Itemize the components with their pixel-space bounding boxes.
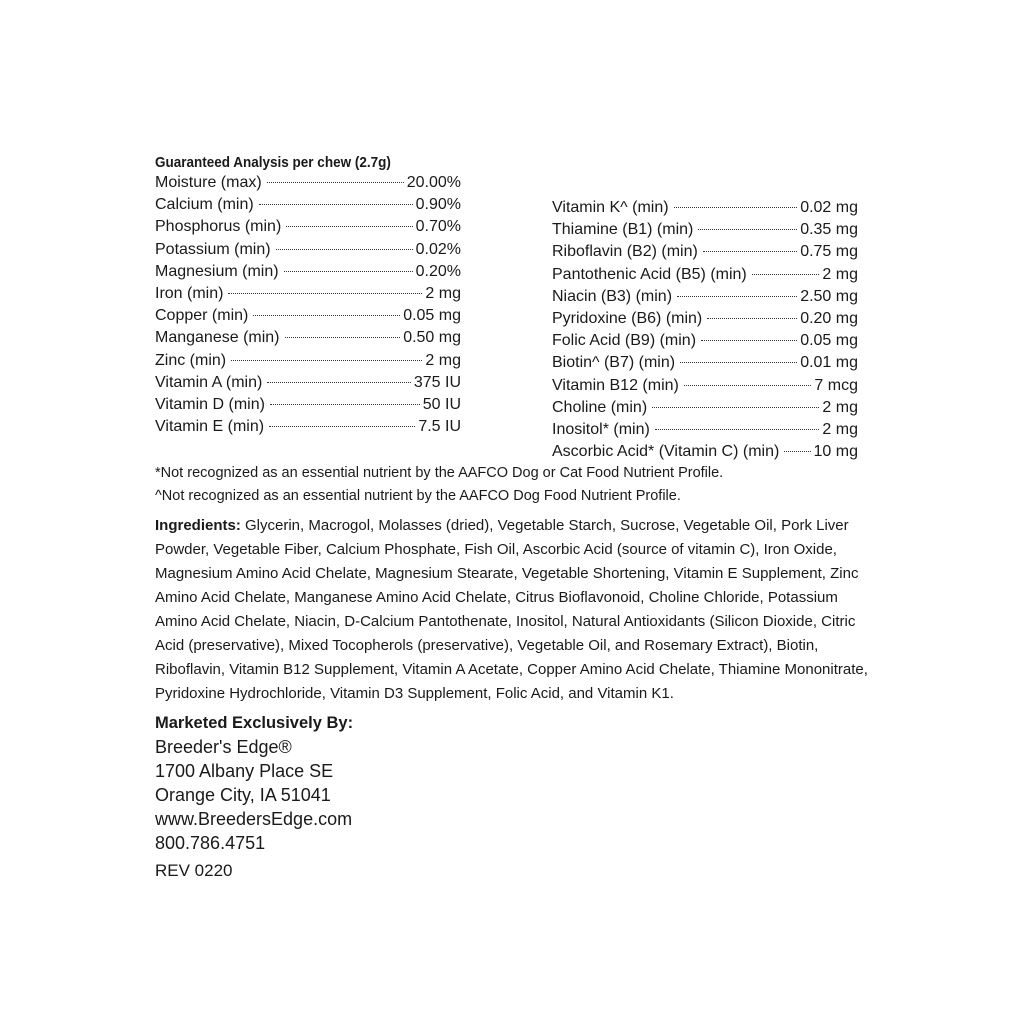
city-state-zip: Orange City, IA 51041 xyxy=(155,785,331,805)
footnote-caret: ^Not recognized as an essential nutrient by the AAFCO Dog Food Nutrient Profile. xyxy=(155,488,681,504)
nutrient-value: 0.50 mg xyxy=(403,329,461,347)
analysis-row xyxy=(552,308,858,330)
nutrient-name: Magnesium (min) xyxy=(155,262,279,280)
dot-leader xyxy=(703,251,797,252)
nutrient-name: Vitamin E (min) xyxy=(155,418,265,436)
dot-leader xyxy=(698,229,797,230)
dot-leader xyxy=(253,315,400,316)
website: www.BreedersEdge.com xyxy=(155,809,353,829)
analysis-row xyxy=(155,239,461,261)
nutrient-name: Inositol* (min) xyxy=(552,420,650,438)
nutrient-value: 0.20 mg xyxy=(800,309,858,327)
nutrient-name: Zinc (min) xyxy=(155,351,227,369)
analysis-row xyxy=(155,372,461,394)
nutrient-name: Pantothenic Acid (B5) (min) xyxy=(552,265,747,283)
dot-leader xyxy=(677,296,797,297)
nutrient-value: 0.02 mg xyxy=(800,199,858,216)
nutrient-value: 2 mg xyxy=(822,265,858,283)
nutrient-value: 375 IU xyxy=(413,373,461,391)
nutrient-value: 2 mg xyxy=(425,284,461,302)
nutrient-name: Moisture (max) xyxy=(155,174,262,191)
dot-leader xyxy=(680,362,797,363)
nutrient-value: 20.00% xyxy=(406,174,461,191)
dot-leader xyxy=(286,226,412,227)
nutrient-name: Folic Acid (B9) (min) xyxy=(552,332,697,350)
dot-leader xyxy=(707,318,797,319)
revision-code: REV 0220 xyxy=(155,861,233,880)
company-name: Breeder's Edge® xyxy=(155,737,292,757)
dot-leader xyxy=(655,429,820,430)
nutrient-value: 2 mg xyxy=(822,398,858,416)
nutrient-name: Phosphorus (min) xyxy=(155,218,282,236)
analysis-row xyxy=(155,416,461,438)
analysis-row xyxy=(552,352,858,374)
nutrient-name: Biotin^ (B7) (min) xyxy=(552,354,676,372)
nutrient-name: Vitamin A (min) xyxy=(155,373,263,391)
analysis-row xyxy=(552,197,858,219)
nutrient-name: Copper (min) xyxy=(155,307,249,325)
dot-leader xyxy=(270,404,420,405)
nutrient-name: Vitamin B12 (min) xyxy=(552,376,679,394)
dot-leader xyxy=(269,426,415,427)
dot-leader xyxy=(231,360,422,361)
nutrient-name: Pyridoxine (B6) (min) xyxy=(552,309,703,327)
guaranteed-analysis-title: Guaranteed Analysis per chew (2.7g) xyxy=(155,154,391,171)
analysis-row xyxy=(155,394,461,416)
nutrient-name: Choline (min) xyxy=(552,398,648,416)
analysis-row xyxy=(155,305,461,327)
ingredients-text: Glycerin, Macrogol, Molasses (dried), Vegetable Starch, Sucrose, Vegetable Oil, Pork Liver Powder, Vegetable Fiber, Calcium Phosphate, Fish Oil, Ascorbic Acid (source of vitamin C), Iron Oxide, Magnesium Amino Acid Chelate, Magnesium Stearate, Vegetable Shortening, Vitamin E Supplement, Zinc Amino Acid Chelate, Manganese Amino Acid Chelate, Citrus Bioflavonoid, Choline Chloride, Potassium Amino Acid Chelate, Niacin, D-Calcium Pantothenate, Inositol, Natural Antioxidants (Silicon Dioxide, Citric Acid (preservative), Mixed Tocopherols (preservative), Vegetable Oil, and Rosemary Extract), Biotin, Riboflavin, Vitamin B12 Supplement, Vitamin A Acetate, Copper Amino Acid Chelate, Thiamine Mononitrate, Pyridoxine Hydrochloride, Vitamin D3 Supplement, Folic Acid, and Vitamin K1. xyxy=(155,517,868,702)
analysis-row xyxy=(155,194,461,216)
nutrient-name: Potassium (min) xyxy=(155,240,271,258)
dot-leader xyxy=(267,382,411,383)
dot-leader xyxy=(701,340,797,341)
analysis-row xyxy=(552,330,858,352)
analysis-row xyxy=(552,375,858,397)
nutrient-value: 0.01 mg xyxy=(800,354,858,372)
analysis-row xyxy=(155,350,461,372)
analysis-row xyxy=(552,419,858,441)
nutrient-name: Vitamin K^ (min) xyxy=(552,199,669,216)
dot-leader xyxy=(684,385,812,386)
analysis-row xyxy=(155,283,461,305)
nutrient-value: 0.02% xyxy=(415,240,461,258)
nutrient-name: Calcium (min) xyxy=(155,196,254,214)
analysis-row xyxy=(155,261,461,283)
nutrient-value: 0.75 mg xyxy=(800,243,858,261)
nutrient-value: 7.5 IU xyxy=(418,418,461,436)
dot-leader xyxy=(259,204,413,205)
footnote-asterisk: *Not recognized as an essential nutrient by the AAFCO Dog or Cat Food Nutrient Profile. xyxy=(155,465,724,481)
nutrient-name: Vitamin D (min) xyxy=(155,395,265,413)
analysis-row xyxy=(155,327,461,349)
nutrient-name: Thiamine (B1) (min) xyxy=(552,221,694,239)
nutrient-name: Manganese (min) xyxy=(155,329,280,347)
street-address: 1700 Albany Place SE xyxy=(155,761,334,781)
analysis-column-right xyxy=(552,197,858,463)
nutrient-value: 2.50 mg xyxy=(800,287,858,305)
dot-leader xyxy=(276,249,413,250)
supplement-label xyxy=(155,153,875,883)
nutrient-name: Riboflavin (B2) (min) xyxy=(552,243,698,261)
analysis-row xyxy=(552,219,858,241)
dot-leader xyxy=(784,451,810,452)
nutrient-value: 0.70% xyxy=(415,218,461,236)
guaranteed-analysis-table xyxy=(155,172,875,462)
nutrient-value: 2 mg xyxy=(822,420,858,438)
dot-leader xyxy=(674,207,798,208)
phone-number: 800.786.4751 xyxy=(155,833,266,853)
nutrient-value: 2 mg xyxy=(425,351,461,369)
analysis-row xyxy=(552,286,858,308)
nutrient-value: 0.05 mg xyxy=(800,332,858,350)
dot-leader xyxy=(228,293,422,294)
nutrient-value: 0.20% xyxy=(415,262,461,280)
dot-leader xyxy=(652,407,819,408)
dot-leader xyxy=(285,337,401,338)
nutrient-name: Ascorbic Acid* (Vitamin C) (min) xyxy=(552,443,780,461)
nutrient-value: 0.05 mg xyxy=(403,307,461,325)
ingredients-paragraph xyxy=(155,514,880,706)
dot-leader xyxy=(267,182,404,183)
nutrient-name: Iron (min) xyxy=(155,284,224,302)
marketed-by-title: Marketed Exclusively By: xyxy=(155,714,354,732)
analysis-row xyxy=(552,441,858,463)
nutrient-value: 10 mg xyxy=(813,443,858,461)
analysis-column-left xyxy=(155,172,461,438)
nutrient-value: 7 mcg xyxy=(814,376,858,394)
nutrient-value: 0.35 mg xyxy=(800,221,858,239)
analysis-row xyxy=(552,397,858,419)
nutrient-value: 50 IU xyxy=(422,395,461,413)
analysis-row xyxy=(552,264,858,286)
analysis-row xyxy=(155,172,461,194)
ingredients-label: Ingredients: xyxy=(155,517,241,534)
nutrient-value: 0.90% xyxy=(415,196,461,214)
nutrient-name: Niacin (B3) (min) xyxy=(552,287,673,305)
dot-leader xyxy=(284,271,413,272)
dot-leader xyxy=(752,274,820,275)
analysis-row xyxy=(552,241,858,263)
analysis-row xyxy=(155,216,461,238)
